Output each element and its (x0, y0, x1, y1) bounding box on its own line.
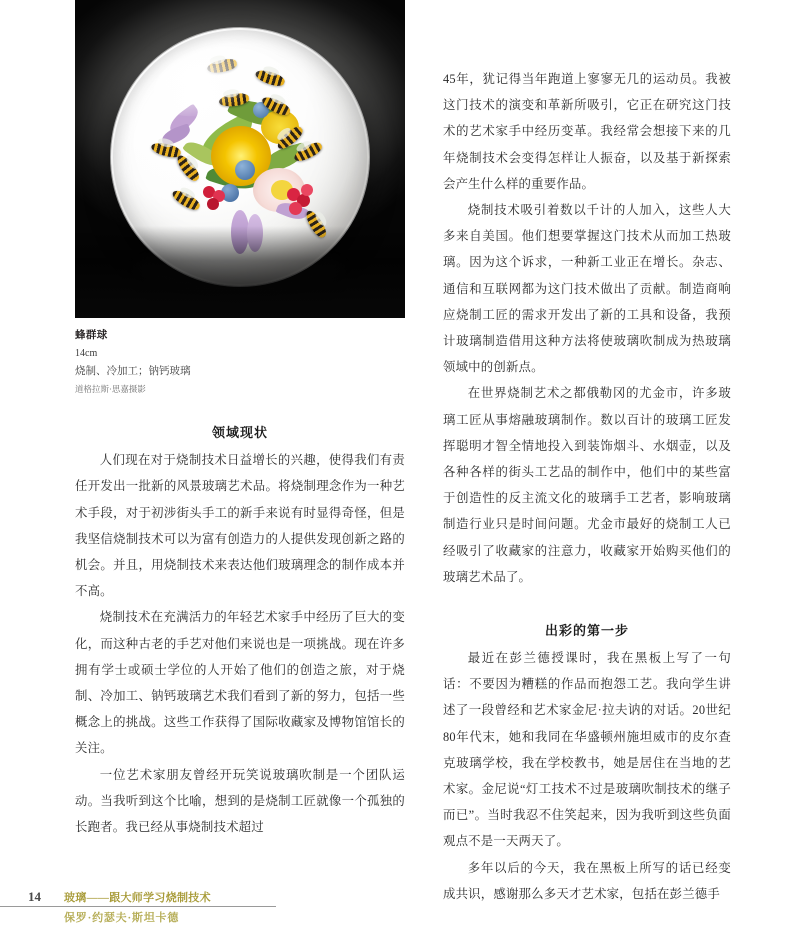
paragraph: 在世界烧制艺术之都俄勒冈的尤金市，许多玻璃工匠从事熔融玻璃制作。数以百计的玻璃工匠发挥聪明才智全情地投入到装饰烟斗、水烟壶，以及各种各样的街头工艺品的制作中，他们中的某些富于创造性的反主流文化的玻璃手工艺者，影响玻璃制造行业只是时间问题。尤金市最好的烧制工人已经吸引了收藏家的注意力，收藏家开始购买他们的玻璃艺术品了。 (443, 386, 731, 584)
page-number: 14 (28, 889, 41, 904)
left-column (75, 0, 405, 840)
caption-dimensions: 14cm (75, 348, 98, 360)
figure-caption (75, 328, 405, 396)
paragraph: 45年，犹记得当年跑道上寥寥无几的运动员。我被这门技术的演变和革新所吸引，它正在研究这门技术的艺术家手中经历变革。我经常会想接下来的几年烧制技术会变得怎样让人振奋，以及基于新探索会产生什么样的重要作品。 (443, 72, 731, 191)
paragraph: 人们现在对于烧制技术日益增长的兴趣，使得我们有责任开发出一批新的风景玻璃艺术品。将烧制理念作为一种艺术手段，对于初涉街头手工的新手来说有时显得奇怪，但是我坚信烧制技术可以为富有创造力的人提供发现创新之路的机会。并且，用烧制技术来表达他们玻璃理念的制作成本并不高。 (75, 453, 405, 599)
paragraph: 烧制技术吸引着数以千计的人加入，这些人大多来自美国。他们想要掌握这门技术从而加工热玻璃。因为这个诉求，一种新工业正在增长。杂志、通信和互联网都为这门技术做出了贡献。制造商响应烧制工匠的需求开发出了新的工具和设备，我预计玻璃制造借用这种方法将使玻璃吹制成为热玻璃领域中的创新点。 (443, 203, 731, 375)
page-footer (0, 887, 350, 929)
running-book-title: 玻璃——跟大师学习烧制技术 (64, 892, 211, 904)
caption-photo-credit: 道格拉斯·思嘉摄影 (75, 384, 146, 395)
caption-medium: 烧制、冷加工；钠钙玻璃 (75, 365, 191, 377)
footer-divider (0, 906, 276, 907)
paragraph: 多年以后的今天，我在黑板上所写的话已经变成共识，感谢那么多天才艺术家，包括在彭兰德手 (443, 860, 731, 901)
caption-title: 蜂群球 (75, 330, 108, 341)
photo-foreground-shadow (75, 226, 405, 318)
paragraph: 烧制技术在充满活力的年轻艺术家手中经历了巨大的变化，而这种古老的手艺对他们来说也是一项挑战。现在许多拥有学士或硕士学位的人开始了他们的创造之旅，对于烧制、冷加工、钠钙玻璃艺术我们看到了新的努力，包括一些概念上的挑战。这些工作获得了国际收藏家及博物馆馆长的关注。 (75, 610, 405, 756)
paragraph: 一位艺术家朋友曾经开玩笑说玻璃吹制是一个团队运动。当我听到这个比喻，想到的是烧制工匠就像一个孤独的长跑者。我已经从事烧制技术超过 (75, 767, 405, 835)
section-heading-current-state: 领域现状 (211, 425, 268, 441)
paragraph: 最近在彭兰德授课时，我在黑板上写了一句话：不要因为糟糕的作品而抱怨工艺。我向学生讲述了一段曾经和艺术家金尼·拉夫讷的对话。20世纪80年代末，她和我同在华盛顿州施坦威市的皮尔查克玻璃学校，我在学校教书，她是居住在当地的艺术家。金尼说“灯工技术不过是玻璃吹制技术的继子而已”。当时我忍不住笑起来，因为我听到这些负面观点不是一天两天了。 (443, 651, 731, 849)
running-book-author: 保罗·约瑟夫·斯坦卡德 (64, 912, 180, 924)
right-column (443, 66, 731, 907)
artwork-photo (75, 0, 405, 318)
section-heading-first-step: 出彩的第一步 (544, 623, 629, 639)
